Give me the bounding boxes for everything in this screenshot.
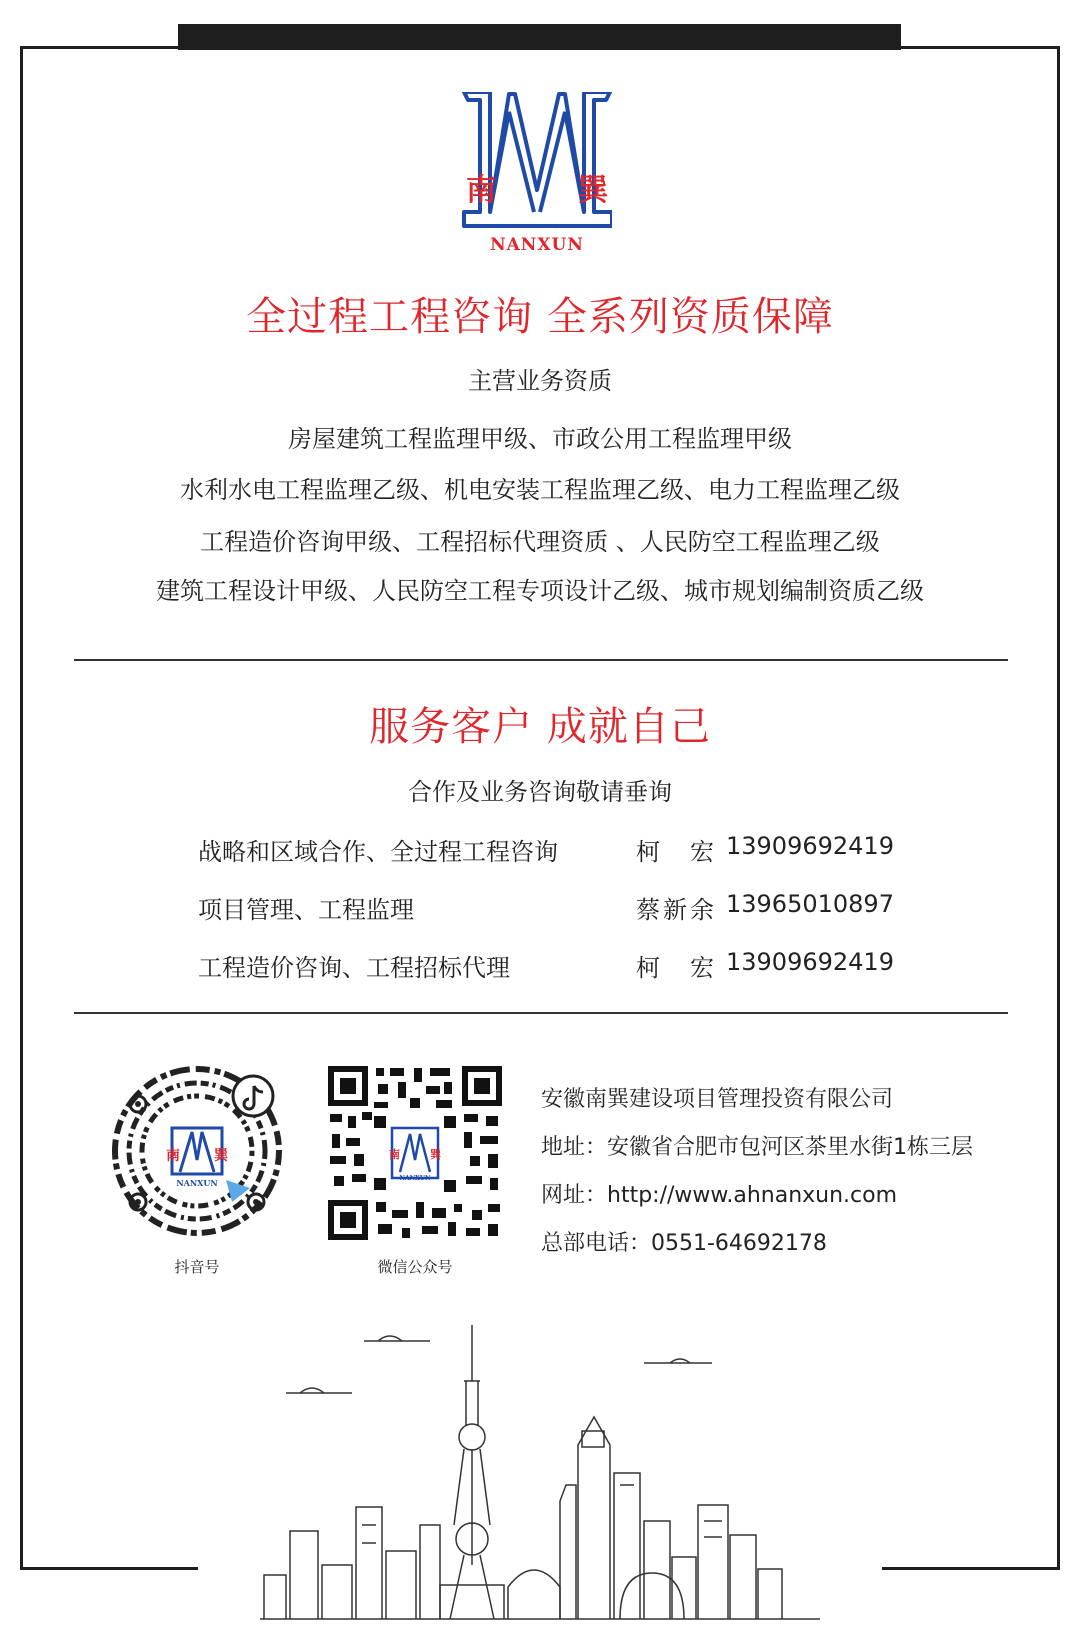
contact-row bbox=[0, 890, 1080, 926]
qualifications-heading: 主营业务资质 bbox=[468, 367, 612, 395]
douyin-qr-code[interactable] bbox=[108, 1062, 286, 1240]
qr-logo-char-right: 巽 bbox=[430, 1148, 441, 1161]
contact-service: 工程造价咨询、工程招标代理 bbox=[198, 954, 510, 982]
contact-row bbox=[0, 832, 1080, 868]
douyin-label: 抖音号 bbox=[174, 1258, 220, 1276]
frame-bottom-right-border bbox=[882, 1567, 1060, 1570]
logo-wordmark: NANXUN bbox=[490, 235, 584, 255]
company-phone[interactable]: 总部电话：0551-64692178 bbox=[541, 1231, 827, 1256]
qualification-line: 工程造价咨询甲级、工程招标代理资质 、人民防空工程监理乙级 bbox=[200, 528, 880, 556]
contact-phone[interactable]: 13909692419 bbox=[726, 948, 894, 976]
divider-rule bbox=[74, 1012, 1008, 1014]
contact-service: 项目管理、工程监理 bbox=[198, 896, 414, 924]
slogan-secondary: 服务客户 成就自己 bbox=[369, 704, 711, 750]
qualification-line: 建筑工程设计甲级、人民防空工程专项设计乙级、城市规划编制资质乙级 bbox=[156, 577, 924, 605]
frame-top-border bbox=[20, 46, 1060, 49]
contact-person: 柯宏 bbox=[636, 838, 714, 866]
qr-logo-char-right: 巽 bbox=[214, 1148, 228, 1164]
frame-bottom-left-border bbox=[20, 1567, 198, 1570]
wechat-label: 微信公众号 bbox=[377, 1258, 453, 1276]
qr-logo-char-left: 南 bbox=[389, 1148, 400, 1161]
contact-person: 蔡新余 bbox=[636, 896, 714, 924]
company-address: 地址：安徽省合肥市包河区茶里水街1栋三层 bbox=[541, 1135, 973, 1160]
city-skyline-illustration bbox=[260, 1325, 820, 1625]
contact-person: 柯宏 bbox=[636, 954, 714, 982]
frame-right-border bbox=[1057, 46, 1060, 1570]
slogan-primary: 全过程工程咨询 全系列资质保障 bbox=[246, 294, 834, 340]
contact-service: 战略和区域合作、全过程工程咨询 bbox=[198, 838, 558, 866]
divider-rule bbox=[74, 659, 1008, 661]
logo-char-right: 巽 bbox=[578, 173, 608, 208]
wechat-qr-code[interactable] bbox=[326, 1064, 504, 1242]
contact-phone[interactable]: 13965010897 bbox=[726, 890, 894, 918]
contact-row bbox=[0, 948, 1080, 984]
qualification-line: 房屋建筑工程监理甲级、市政公用工程监理甲级 bbox=[288, 425, 792, 453]
company-website[interactable]: 网址：http://www.ahnanxun.com bbox=[541, 1183, 898, 1208]
nanxun-logo bbox=[462, 92, 612, 257]
logo-char-left: 南 bbox=[466, 173, 496, 208]
qr-logo-char-left: 南 bbox=[166, 1148, 180, 1164]
qualification-line: 水利水电工程监理乙级、机电安装工程监理乙级、电力工程监理乙级 bbox=[180, 476, 900, 504]
contacts-heading: 合作及业务咨询敬请垂询 bbox=[408, 778, 672, 806]
contact-phone[interactable]: 13909692419 bbox=[726, 832, 894, 860]
qr-logo-wordmark: NANXUN bbox=[399, 1175, 431, 1182]
company-name: 安徽南巽建设项目管理投资有限公司 bbox=[541, 1087, 894, 1112]
qr-logo-wordmark: NANXUN bbox=[176, 1178, 218, 1188]
frame-left-border bbox=[20, 46, 23, 1570]
